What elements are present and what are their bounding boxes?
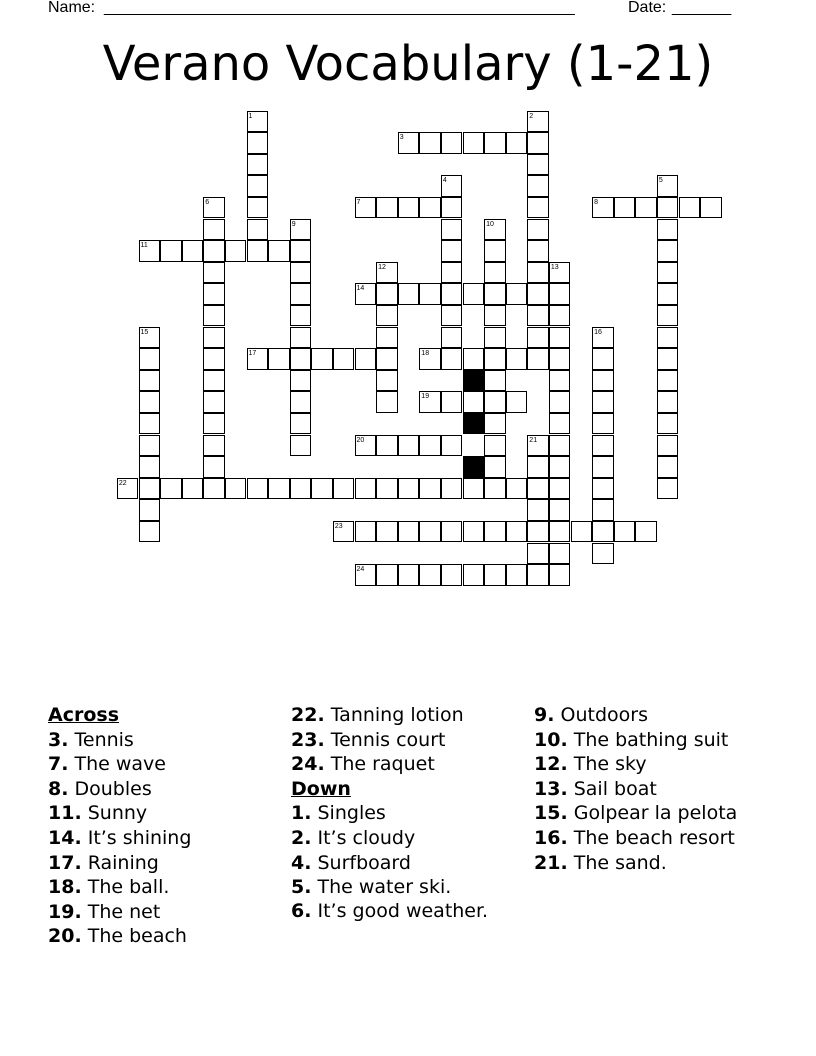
clue-item-text: Golpear la pelota bbox=[573, 802, 738, 825]
grid-cell[interactable] bbox=[290, 370, 312, 392]
grid-cell[interactable] bbox=[355, 348, 377, 370]
grid-cell[interactable] bbox=[419, 435, 441, 457]
clue-item bbox=[534, 703, 737, 728]
grid-cell[interactable] bbox=[247, 219, 269, 241]
clue-number: 6 bbox=[205, 198, 210, 206]
clue-item-number: 19. bbox=[48, 900, 82, 923]
grid-cell[interactable] bbox=[333, 478, 355, 500]
clue-item-number: 22. bbox=[291, 704, 325, 726]
clue-item-text: The sand. bbox=[573, 851, 667, 874]
grid-cell[interactable] bbox=[203, 327, 225, 349]
grid-cell[interactable] bbox=[290, 435, 312, 457]
grid-cell[interactable] bbox=[592, 478, 614, 500]
clue-number: 17 bbox=[248, 350, 257, 358]
clue-item bbox=[534, 826, 737, 851]
clue-item-number: 13. bbox=[534, 777, 568, 800]
grid-cell[interactable] bbox=[139, 499, 161, 521]
grid-cell[interactable] bbox=[527, 348, 549, 370]
clue-item bbox=[48, 826, 191, 851]
grid-cell[interactable] bbox=[290, 262, 312, 284]
grid-cell[interactable] bbox=[527, 478, 549, 500]
grid-cell[interactable] bbox=[549, 543, 571, 565]
grid-cell[interactable] bbox=[441, 197, 463, 219]
clue-number: 3 bbox=[399, 134, 404, 142]
grid-cell[interactable] bbox=[527, 521, 549, 543]
grid-cell[interactable] bbox=[225, 240, 247, 262]
clue-number: 2 bbox=[529, 112, 534, 120]
clue-item bbox=[48, 752, 191, 777]
grid-cell[interactable] bbox=[225, 478, 247, 500]
clue-number: 16 bbox=[594, 328, 602, 336]
grid-cell[interactable] bbox=[549, 327, 571, 349]
grid-cell[interactable] bbox=[355, 478, 377, 500]
grid-cell[interactable] bbox=[398, 478, 420, 500]
grid-cell[interactable] bbox=[527, 132, 549, 154]
grid-cell[interactable] bbox=[203, 219, 225, 241]
grid-cell[interactable] bbox=[376, 478, 398, 500]
clue-number: 14 bbox=[356, 285, 365, 293]
clue-item-text: It’s cloudy bbox=[317, 826, 416, 849]
grid-cell[interactable] bbox=[527, 564, 549, 586]
grid-cell[interactable] bbox=[441, 219, 463, 241]
grid-cell[interactable] bbox=[657, 391, 679, 413]
grid-cell[interactable] bbox=[398, 283, 420, 305]
grid-cell[interactable] bbox=[247, 132, 269, 154]
grid-cell[interactable] bbox=[463, 283, 485, 305]
clue-item-number: 17. bbox=[48, 851, 82, 874]
clue-item bbox=[48, 728, 191, 753]
grid-cell[interactable] bbox=[419, 283, 441, 305]
grid-cell[interactable] bbox=[441, 132, 463, 154]
grid-cell[interactable] bbox=[484, 132, 506, 154]
down-heading: Down bbox=[291, 777, 351, 800]
clue-number: 12 bbox=[378, 263, 386, 271]
grid-cell[interactable] bbox=[463, 391, 485, 413]
clue-item-number: 16. bbox=[534, 826, 568, 849]
clue-item-number: 24. bbox=[291, 753, 325, 776]
grid-cell[interactable] bbox=[463, 478, 485, 500]
grid-cell[interactable] bbox=[247, 478, 269, 500]
grid-cell[interactable] bbox=[549, 391, 571, 413]
clue-item-text: The ball. bbox=[87, 876, 170, 899]
clue-item-text: Singles bbox=[317, 802, 386, 825]
grid-cell[interactable] bbox=[506, 391, 528, 413]
clue-item-number: 14. bbox=[48, 826, 82, 849]
clue-number: 22 bbox=[118, 479, 127, 487]
clue-item bbox=[48, 777, 191, 802]
clue-number: 23 bbox=[334, 522, 343, 530]
grid-cell[interactable] bbox=[614, 197, 636, 219]
clue-item-text: The sky bbox=[573, 753, 647, 776]
clue-item-text: Sail boat bbox=[573, 777, 657, 800]
clue-item bbox=[48, 875, 191, 900]
clue-item bbox=[534, 851, 737, 876]
grid-cell[interactable] bbox=[484, 327, 506, 349]
grid-cell[interactable] bbox=[527, 543, 549, 565]
clue-number: 21 bbox=[529, 436, 538, 444]
clue-item-text: Tennis bbox=[74, 728, 134, 751]
grid-cell[interactable] bbox=[139, 478, 161, 500]
grid-cell[interactable] bbox=[247, 197, 269, 219]
grid-cell[interactable] bbox=[657, 240, 679, 262]
grid-cell[interactable] bbox=[247, 240, 269, 262]
clue-item-number: 3. bbox=[48, 728, 69, 751]
grid-cell[interactable] bbox=[571, 521, 593, 543]
grid-cell[interactable] bbox=[484, 391, 506, 413]
grid-cell[interactable] bbox=[419, 564, 441, 586]
grid-cell[interactable] bbox=[376, 564, 398, 586]
clue-item bbox=[48, 924, 191, 949]
grid-cell[interactable] bbox=[441, 391, 463, 413]
grid-cell[interactable] bbox=[657, 456, 679, 478]
grid-cell[interactable] bbox=[549, 348, 571, 370]
grid-cell[interactable] bbox=[657, 348, 679, 370]
grid-cell[interactable] bbox=[376, 283, 398, 305]
grid-cell[interactable] bbox=[484, 262, 506, 284]
clue-item-text: Tennis court bbox=[330, 728, 446, 751]
grid-cell[interactable] bbox=[376, 391, 398, 413]
grid-cell[interactable] bbox=[463, 564, 485, 586]
grid-cell[interactable] bbox=[506, 283, 528, 305]
name-label: Name: bbox=[48, 0, 96, 16]
clue-item-text: The raquet bbox=[330, 753, 435, 776]
clue-item-text: The wave bbox=[74, 753, 166, 776]
clue-item bbox=[48, 851, 191, 876]
clue-item-number: 11. bbox=[48, 802, 82, 825]
grid-cell[interactable] bbox=[484, 456, 506, 478]
grid-cell[interactable] bbox=[376, 348, 398, 370]
grid-cell[interactable] bbox=[441, 564, 463, 586]
grid-black-cell bbox=[463, 456, 485, 478]
grid-cell[interactable] bbox=[635, 197, 657, 219]
grid-cell[interactable] bbox=[203, 283, 225, 305]
clue-number: 7 bbox=[356, 198, 361, 206]
grid-cell[interactable] bbox=[419, 478, 441, 500]
grid-cell[interactable] bbox=[592, 521, 614, 543]
clue-item-number: 1. bbox=[291, 802, 312, 825]
grid-cell[interactable] bbox=[592, 543, 614, 565]
clue-item bbox=[534, 752, 737, 777]
grid-cell[interactable] bbox=[657, 370, 679, 392]
clue-item-number: 4. bbox=[291, 851, 312, 874]
clue-item bbox=[291, 703, 491, 728]
grid-cell[interactable] bbox=[484, 521, 506, 543]
grid-cell[interactable] bbox=[203, 262, 225, 284]
grid-cell[interactable] bbox=[160, 240, 182, 262]
clue-item-text: The water ski. bbox=[317, 876, 452, 899]
grid-cell[interactable] bbox=[484, 305, 506, 327]
grid-cell[interactable] bbox=[527, 219, 549, 241]
grid-cell[interactable] bbox=[441, 348, 463, 370]
grid-cell[interactable] bbox=[290, 413, 312, 435]
clue-item-number: 9. bbox=[534, 704, 555, 726]
grid-cell[interactable] bbox=[139, 370, 161, 392]
clue-item-text: Doubles bbox=[74, 777, 152, 800]
clue-number: 9 bbox=[291, 220, 296, 228]
grid-cell[interactable] bbox=[700, 197, 722, 219]
grid-cell[interactable] bbox=[419, 521, 441, 543]
grid-cell[interactable] bbox=[182, 240, 204, 262]
grid-cell[interactable] bbox=[484, 240, 506, 262]
grid-cell[interactable] bbox=[398, 564, 420, 586]
grid-cell[interactable] bbox=[441, 240, 463, 262]
grid-cell[interactable] bbox=[376, 435, 398, 457]
grid-cell[interactable] bbox=[268, 348, 290, 370]
clue-item bbox=[291, 801, 491, 826]
clue-item-number: 5. bbox=[291, 876, 312, 899]
grid-cell[interactable] bbox=[506, 478, 528, 500]
clue-column bbox=[534, 703, 737, 875]
clue-item-text: Tanning lotion bbox=[330, 704, 464, 726]
clue-item bbox=[291, 900, 491, 922]
grid-cell[interactable] bbox=[484, 478, 506, 500]
grid-cell[interactable] bbox=[527, 240, 549, 262]
clue-column bbox=[291, 703, 491, 922]
grid-cell[interactable] bbox=[484, 348, 506, 370]
clue-item bbox=[48, 900, 191, 925]
grid-cell[interactable] bbox=[506, 521, 528, 543]
grid-cell[interactable] bbox=[527, 197, 549, 219]
grid-cell[interactable] bbox=[527, 154, 549, 176]
name-field[interactable]: ________________________________________________________ bbox=[104, 0, 575, 16]
clue-number: 11 bbox=[140, 242, 148, 250]
grid-cell[interactable] bbox=[203, 456, 225, 478]
grid-cell[interactable] bbox=[139, 348, 161, 370]
clue-number: 13 bbox=[550, 263, 559, 271]
grid-black-cell bbox=[463, 413, 485, 435]
grid-cell[interactable] bbox=[484, 564, 506, 586]
clue-item bbox=[291, 875, 491, 900]
grid-cell[interactable] bbox=[290, 478, 312, 500]
grid-cell[interactable] bbox=[203, 240, 225, 262]
grid-cell[interactable] bbox=[290, 305, 312, 327]
grid-cell[interactable] bbox=[484, 413, 506, 435]
clue-item-text: It’s shining bbox=[87, 826, 192, 849]
clue-number: 4 bbox=[442, 177, 447, 185]
clue-item-number: 18. bbox=[48, 876, 82, 899]
grid-cell[interactable] bbox=[290, 348, 312, 370]
grid-cell[interactable] bbox=[376, 197, 398, 219]
grid-cell[interactable] bbox=[657, 327, 679, 349]
grid-cell[interactable] bbox=[506, 348, 528, 370]
clue-number: 10 bbox=[486, 220, 494, 228]
grid-cell[interactable] bbox=[592, 370, 614, 392]
clue-item-number: 20. bbox=[48, 925, 82, 948]
clue-column bbox=[48, 703, 191, 949]
grid-cell[interactable] bbox=[355, 521, 377, 543]
grid-cell[interactable] bbox=[592, 435, 614, 457]
grid-cell[interactable] bbox=[549, 305, 571, 327]
grid-cell[interactable] bbox=[376, 305, 398, 327]
clue-item-text: It’s good weather. bbox=[317, 899, 489, 922]
grid-cell[interactable] bbox=[549, 521, 571, 543]
grid-cell[interactable] bbox=[657, 283, 679, 305]
grid-cell[interactable] bbox=[549, 564, 571, 586]
grid-cell[interactable] bbox=[463, 521, 485, 543]
grid-cell[interactable] bbox=[635, 521, 657, 543]
grid-cell[interactable] bbox=[527, 262, 549, 284]
grid-cell[interactable] bbox=[290, 327, 312, 349]
clue-item-text: The beach resort bbox=[573, 826, 735, 849]
clue-number: 15 bbox=[140, 328, 149, 336]
grid-cell[interactable] bbox=[527, 305, 549, 327]
grid-cell[interactable] bbox=[441, 327, 463, 349]
date-label: Date: bbox=[628, 0, 667, 16]
grid-cell[interactable] bbox=[311, 478, 333, 500]
grid-cell[interactable] bbox=[311, 348, 333, 370]
clue-number: 1 bbox=[248, 112, 253, 120]
grid-cell[interactable] bbox=[549, 413, 571, 435]
grid-cell[interactable] bbox=[527, 175, 549, 197]
clue-item bbox=[291, 826, 491, 851]
grid-cell[interactable] bbox=[657, 262, 679, 284]
grid-cell[interactable] bbox=[592, 348, 614, 370]
clue-number: 24 bbox=[356, 566, 365, 574]
grid-cell[interactable] bbox=[441, 262, 463, 284]
grid-cell[interactable] bbox=[484, 370, 506, 392]
grid-cell[interactable] bbox=[463, 132, 485, 154]
grid-cell[interactable] bbox=[506, 564, 528, 586]
grid-cell[interactable] bbox=[139, 521, 161, 543]
grid-cell[interactable] bbox=[441, 283, 463, 305]
grid-cell[interactable] bbox=[657, 478, 679, 500]
clue-item-number: 2. bbox=[291, 826, 312, 849]
clue-item bbox=[291, 728, 491, 753]
grid-cell[interactable] bbox=[592, 499, 614, 521]
across-heading: Across bbox=[48, 704, 120, 726]
grid-cell[interactable] bbox=[203, 478, 225, 500]
grid-cell[interactable] bbox=[398, 521, 420, 543]
clue-item-text: Raining bbox=[87, 851, 159, 874]
grid-cell[interactable] bbox=[592, 391, 614, 413]
clue-number: 5 bbox=[658, 177, 663, 185]
grid-cell[interactable] bbox=[614, 521, 636, 543]
grid-cell[interactable] bbox=[419, 132, 441, 154]
grid-cell[interactable] bbox=[139, 391, 161, 413]
grid-cell[interactable] bbox=[247, 154, 269, 176]
clue-item-number: 15. bbox=[534, 802, 568, 825]
grid-cell[interactable] bbox=[139, 435, 161, 457]
grid-cell[interactable] bbox=[592, 456, 614, 478]
grid-cell[interactable] bbox=[441, 435, 463, 457]
grid-cell[interactable] bbox=[333, 348, 355, 370]
clue-item bbox=[291, 752, 491, 777]
grid-cell[interactable] bbox=[657, 413, 679, 435]
grid-cell[interactable] bbox=[203, 370, 225, 392]
clue-item bbox=[48, 801, 191, 826]
grid-cell[interactable] bbox=[527, 327, 549, 349]
grid-cell[interactable] bbox=[290, 391, 312, 413]
grid-cell[interactable] bbox=[376, 521, 398, 543]
clue-item-text: The bathing suit bbox=[573, 728, 729, 751]
grid-cell[interactable] bbox=[376, 370, 398, 392]
clue-item-text: Outdoors bbox=[560, 704, 648, 726]
grid-cell[interactable] bbox=[657, 305, 679, 327]
grid-cell[interactable] bbox=[203, 391, 225, 413]
clue-item-number: 23. bbox=[291, 728, 325, 751]
clue-item-text: The net bbox=[87, 900, 161, 923]
grid-cell[interactable] bbox=[657, 219, 679, 241]
clue-number: 20 bbox=[356, 436, 365, 444]
grid-cell[interactable] bbox=[203, 305, 225, 327]
grid-cell[interactable] bbox=[484, 283, 506, 305]
date-field[interactable]: _______ bbox=[672, 0, 731, 16]
grid-cell[interactable] bbox=[549, 370, 571, 392]
grid-cell[interactable] bbox=[484, 435, 506, 457]
grid-cell[interactable] bbox=[203, 348, 225, 370]
clue-item bbox=[534, 801, 737, 826]
grid-cell[interactable] bbox=[160, 478, 182, 500]
grid-cell[interactable] bbox=[506, 132, 528, 154]
clue-item-text: Surfboard bbox=[317, 851, 411, 874]
grid-cell[interactable] bbox=[657, 435, 679, 457]
grid-cell[interactable] bbox=[203, 413, 225, 435]
clue-item-number: 8. bbox=[48, 777, 69, 800]
grid-cell[interactable] bbox=[441, 305, 463, 327]
clue-item-number: 12. bbox=[534, 753, 568, 776]
grid-cell[interactable] bbox=[419, 197, 441, 219]
grid-cell[interactable] bbox=[441, 478, 463, 500]
grid-cell[interactable] bbox=[679, 197, 701, 219]
clue-number: 8 bbox=[594, 198, 598, 206]
grid-cell[interactable] bbox=[139, 413, 161, 435]
grid-cell[interactable] bbox=[549, 478, 571, 500]
grid-cell[interactable] bbox=[657, 197, 679, 219]
clue-item bbox=[534, 777, 737, 802]
grid-cell[interactable] bbox=[139, 456, 161, 478]
grid-cell[interactable] bbox=[398, 197, 420, 219]
grid-cell[interactable] bbox=[527, 456, 549, 478]
clue-item-number: 6. bbox=[291, 899, 312, 922]
grid-cell[interactable] bbox=[527, 499, 549, 521]
grid-cell[interactable] bbox=[290, 283, 312, 305]
grid-cell[interactable] bbox=[527, 283, 549, 305]
grid-black-cell bbox=[463, 370, 485, 392]
grid-cell[interactable] bbox=[549, 499, 571, 521]
grid-cell[interactable] bbox=[290, 240, 312, 262]
grid-cell[interactable] bbox=[441, 521, 463, 543]
clue-item-number: 7. bbox=[48, 753, 69, 776]
clue-item-text: The beach bbox=[87, 925, 187, 948]
clue-number: 19 bbox=[421, 393, 430, 401]
page-title: Verano Vocabulary (1-21) bbox=[102, 36, 714, 92]
clue-number: 18 bbox=[421, 350, 430, 358]
clue-item-text: Sunny bbox=[87, 802, 148, 825]
grid-cell[interactable] bbox=[592, 413, 614, 435]
clue-item-number: 21. bbox=[534, 851, 568, 874]
grid-cell[interactable] bbox=[247, 175, 269, 197]
grid-cell[interactable] bbox=[268, 240, 290, 262]
grid-cell[interactable] bbox=[463, 348, 485, 370]
clue-item-number: 10. bbox=[534, 728, 568, 751]
grid-cell[interactable] bbox=[376, 327, 398, 349]
grid-cell[interactable] bbox=[549, 456, 571, 478]
grid-cell[interactable] bbox=[203, 435, 225, 457]
grid-cell[interactable] bbox=[549, 435, 571, 457]
clue-item bbox=[534, 728, 737, 753]
grid-cell[interactable] bbox=[398, 435, 420, 457]
grid-cell[interactable] bbox=[268, 478, 290, 500]
grid-cell[interactable] bbox=[549, 283, 571, 305]
clue-item bbox=[291, 851, 491, 876]
grid-cell[interactable] bbox=[182, 478, 204, 500]
